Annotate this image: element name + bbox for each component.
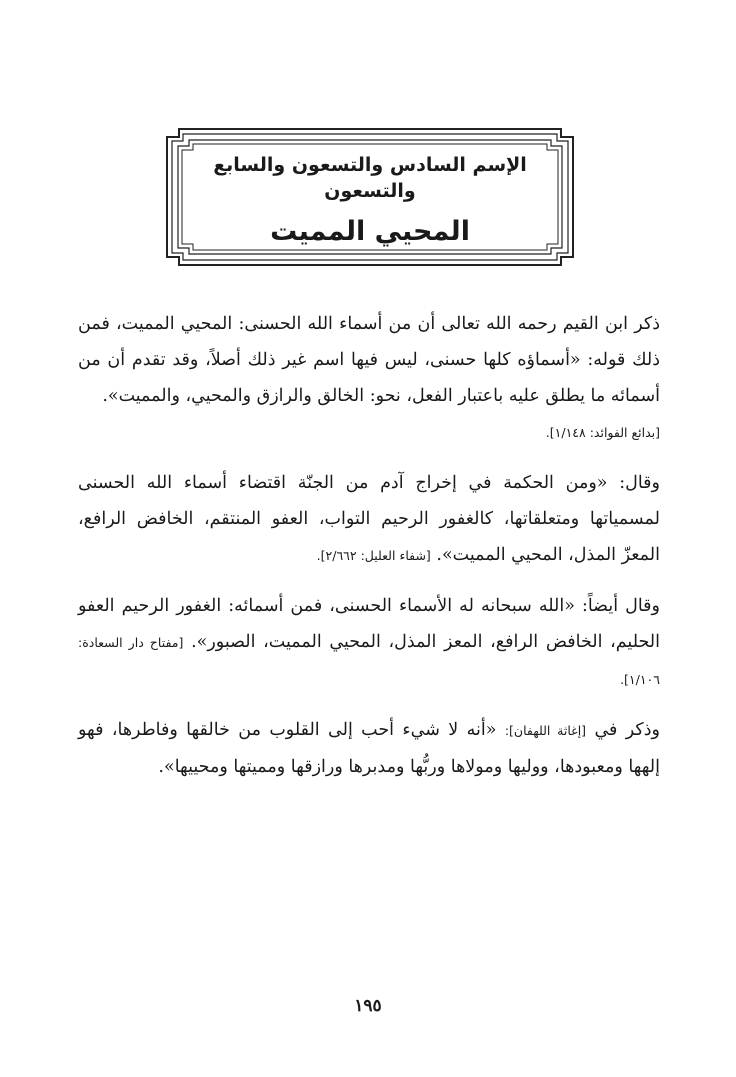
paragraph-4-text: «أنه لا شيء أحب إلى القلوب من خالقها وفاطرها، فهو إلهها ومعبودها، ووليها ومولاها وربُّها ومدبرها ورازقها ومميتها ومحييها». (78, 720, 660, 777)
body-text (78, 306, 660, 785)
paragraph-3-citation: [مفتاح دار السعادة: ١/١٠٦]. (78, 635, 660, 687)
chapter-heading-frame (165, 127, 575, 267)
paragraph-4-citation: [إغاثة اللهفان]: (504, 723, 587, 738)
chapter-title: المحيي المميت (270, 216, 470, 247)
paragraph-3 (78, 588, 660, 698)
paragraph-3-text: وقال أيضاً: «الله سبحانه له الأسماء الحسنى، فمن أسمائه: الغفور الرحيم العفو الحليم، الخافض الرافع، المعز المذل، المحيي المميت، الصبور». (78, 596, 660, 652)
chapter-subtitle: الإسم السادس والتسعون والسابع والتسعون (213, 154, 527, 202)
paragraph-1-citation: [بدائع الفوائد: ١/١٤٨]. (545, 425, 660, 440)
paragraph-2-citation: [شفاء العليل: ٢/٦٦٢]. (316, 548, 431, 563)
paragraph-2-text: وقال: «ومن الحكمة في إخراج آدم من الجنّة اقتضاء أسماء الله الحسنى لمسمياتها ومتعلقاتها، كالغفور الرحيم التواب، العفو المنتقم، الخافض الرافع، المعزّ المذل، المحيي المميت». (78, 473, 660, 565)
page-number: ١٩٥ (354, 996, 382, 1016)
paragraph-4-prefix: وذكر في (594, 720, 660, 740)
paragraph-1 (78, 306, 660, 451)
paragraph-2 (78, 465, 660, 574)
paragraph-1-text: ذكر ابن القيم رحمه الله تعالى أن من أسماء الله الحسنى: المحيي المميت، فمن ذلك قوله: «أسماؤه كلها حسنى، ليس فيها اسم غير ذلك أصلاً، وقد تقدم أن من أسمائه ما يطلق عليه باعتبار الفعل، نحو: الخالق والرازق والمحيي، والمميت». (78, 314, 660, 406)
paragraph-4 (78, 712, 660, 785)
